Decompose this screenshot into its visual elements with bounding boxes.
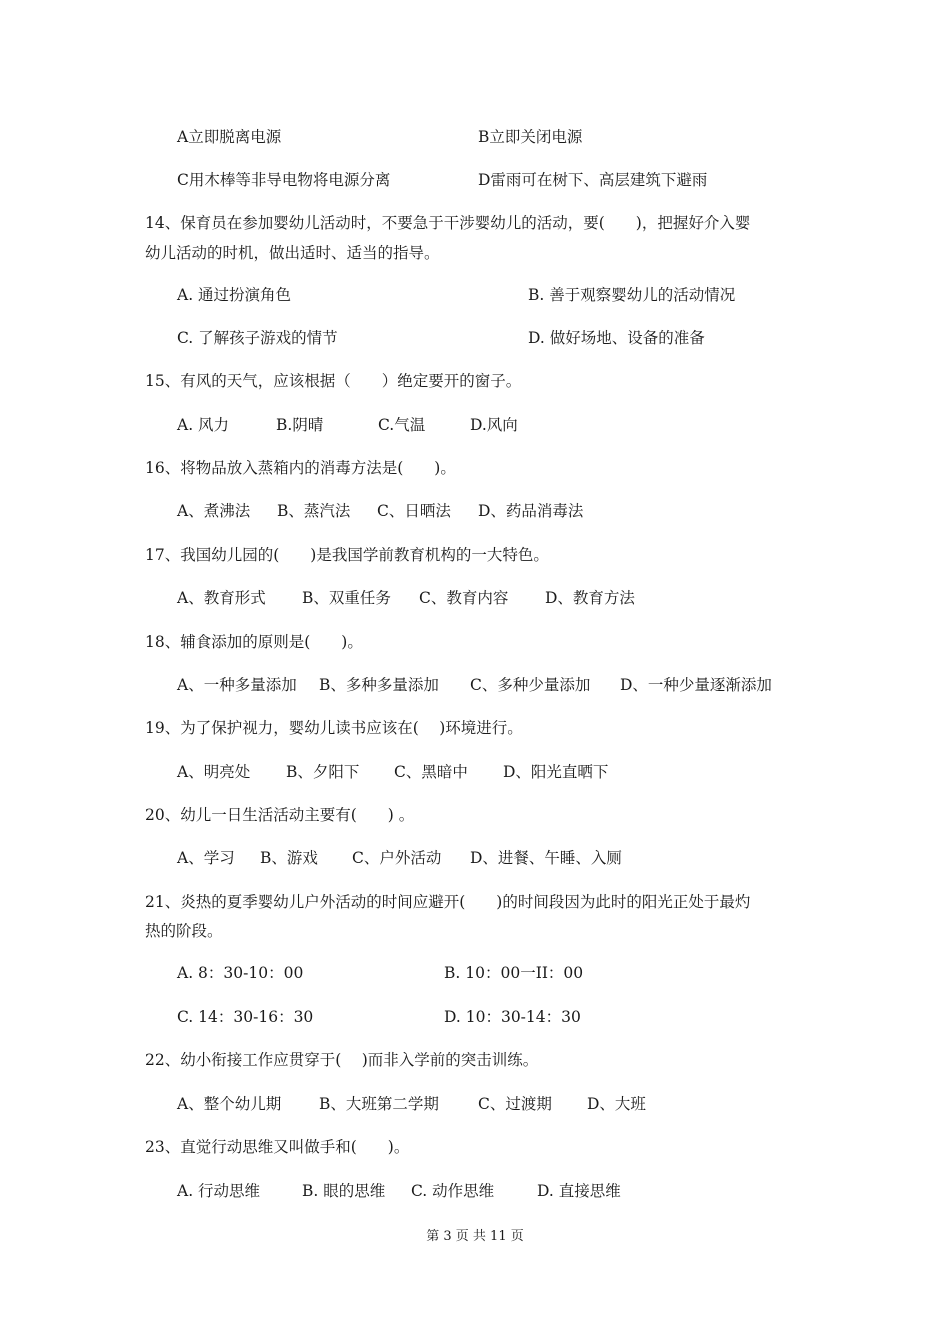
q15-question: 15、有风的天气，应该根据（ ）绝定要开的窗子。 [145,372,522,390]
q23-option-b: B. 眼的思维 [302,1182,386,1200]
q14-option-d: D. 做好场地、设备的准备 [528,329,705,347]
q15-option-d: D.风向 [470,416,518,434]
q23-option-c: C. 动作思维 [411,1182,495,1200]
q22-option-a: A、整个幼儿期 [177,1095,282,1113]
q18-question: 18、辅食添加的原则是( )。 [145,633,363,651]
q18-option-a: A、一种多量添加 [177,676,297,694]
q15-option-c: C.气温 [378,416,426,434]
q20-option-c: C、户外活动 [352,849,442,867]
q16-question: 16、将物品放入蒸箱内的消毒方法是( )。 [145,459,456,477]
q18-option-b: B、多种多量添加 [319,676,439,694]
q17-option-c: C、教育内容 [419,589,509,607]
q13-option-a: A立即脱离电源 [177,128,282,146]
q20-option-d: D、进餐、午睡、入厕 [470,849,622,867]
q22-option-d: D、大班 [587,1095,646,1113]
q16-option-a: A、煮沸法 [177,502,251,520]
q13-option-b: B立即关闭电源 [478,128,583,146]
q16-option-b: B、蒸汽法 [277,502,351,520]
q21-option-b: B. 10：00一II：00 [444,964,584,982]
q14-option-c: C. 了解孩子游戏的情节 [177,329,338,347]
q16-option-c: C、日晒法 [377,502,451,520]
q21-option-c: C. 14：30-16：30 [177,1008,314,1026]
q13-option-d: D雷雨可在树下、高层建筑下避雨 [478,171,708,189]
q17-question: 17、我国幼儿园的( )是我国学前教育机构的一大特色。 [145,546,549,564]
q22-option-c: C、过渡期 [478,1095,552,1113]
q13-option-c: C用木棒等非导电物将电源分离 [177,171,391,189]
q23-option-d: D. 直接思维 [537,1182,621,1200]
q18-option-d: D、一种少量逐渐添加 [620,676,772,694]
q21-question-line1: 21、炎热的夏季婴幼儿户外活动的时间应避开( )的时间段因为此时的阳光正处于最灼 [145,893,751,911]
q14-question-line2: 幼儿活动的时机，做出适时、适当的指导。 [145,244,440,262]
q19-option-a: A、明亮处 [177,763,251,781]
q20-option-a: A、学习 [177,849,235,867]
q20-question: 20、幼儿一日生活活动主要有( ) 。 [145,806,415,824]
q14-option-a: A. 通过扮演角色 [177,286,292,304]
q14-option-b: B. 善于观察婴幼儿的活动情况 [528,286,736,304]
q21-option-d: D. 10：30-14：30 [444,1008,581,1026]
q17-option-b: B、双重任务 [302,589,391,607]
q16-option-d: D、药品消毒法 [478,502,584,520]
q22-question: 22、幼小衔接工作应贯穿于( )而非入学前的突击训练。 [145,1051,539,1069]
q21-option-a: A. 8：30-10：00 [177,964,304,982]
q15-option-b: B.阴晴 [276,416,324,434]
q19-option-d: D、阳光直晒下 [503,763,609,781]
q15-option-a: A. 风力 [177,416,230,434]
q23-option-a: A. 行动思维 [177,1182,261,1200]
q19-question: 19、为了保护视力，婴幼儿读书应该在( )环境进行。 [145,719,523,737]
q19-option-b: B、夕阳下 [286,763,360,781]
q18-option-c: C、多种少量添加 [470,676,591,694]
q14-question-line1: 14、保育员在参加婴幼儿活动时，不要急于干涉婴幼儿的活动，要( )，把握好介入婴 [145,214,751,232]
q17-option-a: A、教育形式 [177,589,266,607]
q19-option-c: C、黑暗中 [394,763,468,781]
q21-question-line2: 热的阶段。 [145,922,223,940]
q17-option-d: D、教育方法 [545,589,635,607]
q23-question: 23、直觉行动思维又叫做手和( )。 [145,1138,410,1156]
q20-option-b: B、游戏 [260,849,318,867]
q22-option-b: B、大班第二学期 [319,1095,439,1113]
page-footer: 第 3 页 共 11 页 [426,1229,524,1244]
